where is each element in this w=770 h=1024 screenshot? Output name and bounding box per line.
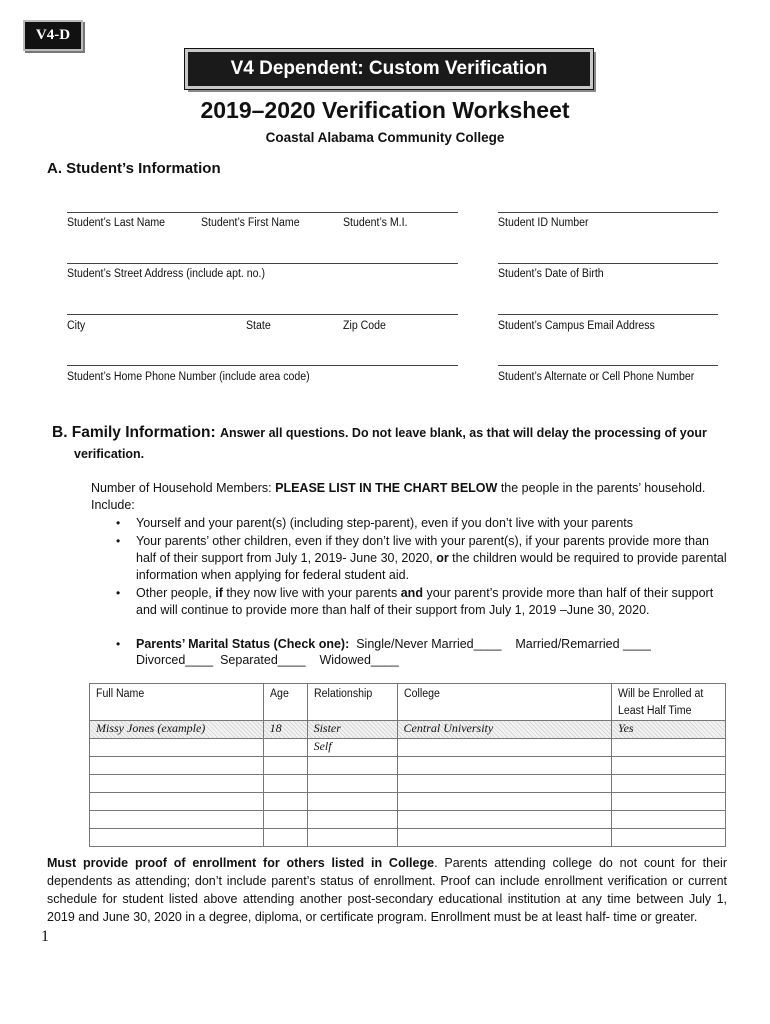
household-table	[89, 683, 726, 847]
table-cell[interactable]	[397, 793, 611, 811]
table-cell[interactable]	[307, 811, 397, 829]
table-cell[interactable]	[612, 829, 726, 847]
zip-label: Zip Code	[343, 320, 386, 332]
table-header-cell	[90, 684, 264, 721]
institution-name: Coastal Alabama Community College	[265, 130, 505, 145]
home-phone-line[interactable]	[67, 365, 458, 366]
example-name: Missy Jones (example)	[90, 721, 264, 739]
section-a-heading: A. Student’s Information	[47, 160, 221, 177]
home-phone-label: Student’s Home Phone Number (include area code)	[67, 371, 310, 383]
table-cell[interactable]	[90, 793, 264, 811]
bullet-2-line3: information when applying for federal student aid.	[136, 568, 410, 582]
header-enrolled-line2: Least Half Time	[618, 705, 692, 717]
bullet-2-text-end: the children would be required to provide parental	[448, 551, 727, 565]
marital-option-married[interactable]: Married/Remarried ____	[515, 637, 651, 651]
dob-label: Student’s Date of Birth	[498, 268, 604, 280]
table-row	[90, 739, 726, 757]
bullet-marker: •	[116, 534, 121, 548]
marital-status-line1	[136, 636, 651, 654]
marital-option-widowed[interactable]: Widowed____	[319, 653, 399, 667]
page-title: 2019–2020 Verification Worksheet	[200, 97, 570, 123]
section-b-title: B. Family Information:	[52, 424, 216, 441]
header-full-name: Full Name	[96, 688, 145, 700]
email-label: Student’s Campus Email Address	[498, 320, 655, 332]
marital-option-divorced[interactable]: Divorced____	[136, 653, 214, 667]
page-number: 1	[41, 928, 49, 945]
table-cell[interactable]	[90, 829, 264, 847]
example-enrolled: Yes	[612, 721, 726, 739]
example-college: Central University	[397, 721, 611, 739]
bullet-3-text-end: your parent’s provide more than half of their support	[422, 586, 714, 600]
name-line[interactable]	[67, 212, 458, 213]
first-name-label: Student’s First Name	[201, 217, 300, 229]
household-emphasis: PLEASE LIST IN THE CHART BELOW	[275, 481, 498, 495]
table-cell[interactable]	[307, 757, 397, 775]
table-row	[90, 811, 726, 829]
table-cell[interactable]	[612, 775, 726, 793]
student-id-label: Student ID Number	[498, 217, 589, 229]
table-header-cell	[612, 684, 726, 721]
table-cell[interactable]	[612, 757, 726, 775]
bullet-3-line2: and will continue to provide more than half of their support from July 1, 2019 –June 30, 2020.	[136, 603, 650, 617]
table-header-row	[90, 684, 726, 721]
alt-phone-line[interactable]	[498, 365, 718, 366]
table-cell[interactable]	[90, 757, 264, 775]
section-b-note: Answer all questions. Do not leave blank, as that will delay the processing of your	[219, 426, 707, 440]
city-state-zip-line[interactable]	[67, 314, 458, 315]
table-cell[interactable]	[263, 793, 307, 811]
bullet-3-line1	[136, 585, 713, 603]
table-cell[interactable]	[397, 829, 611, 847]
household-text: Number of Household Members:	[91, 481, 276, 495]
table-cell[interactable]	[397, 775, 611, 793]
bullet-2-emphasis: or	[436, 551, 449, 565]
header-age: Age	[269, 688, 289, 700]
table-cell[interactable]	[90, 739, 264, 757]
table-cell[interactable]	[263, 757, 307, 775]
table-cell[interactable]	[612, 793, 726, 811]
table-header-cell	[397, 684, 611, 721]
dob-line[interactable]	[498, 263, 718, 264]
last-name-label: Student’s Last Name	[67, 217, 166, 229]
example-relationship: Sister	[307, 721, 397, 739]
bullet-3-emphasis-if: if	[215, 586, 223, 600]
table-cell[interactable]	[90, 775, 264, 793]
city-label: City	[67, 320, 86, 332]
header-relationship: Relationship	[313, 688, 372, 700]
section-b-note-cont: verification.	[74, 447, 145, 461]
enrollment-proof-emphasis: Must provide proof of enrollment for others listed in College	[47, 856, 435, 870]
table-cell[interactable]	[263, 775, 307, 793]
bullet-marker: •	[116, 586, 121, 600]
example-age: 18	[263, 721, 307, 739]
self-relationship: Self	[307, 739, 397, 757]
marital-option-separated[interactable]: Separated____	[220, 653, 306, 667]
enrollment-proof-paragraph	[47, 854, 727, 926]
table-cell[interactable]	[90, 811, 264, 829]
form-code-tag: V4-D	[23, 20, 83, 51]
table-cell[interactable]	[397, 757, 611, 775]
middle-initial-label: Student’s M.I.	[343, 217, 408, 229]
marital-status-line2	[136, 652, 399, 670]
table-cell[interactable]	[263, 811, 307, 829]
state-label: State	[246, 320, 271, 332]
street-address-label: Student’s Street Address (include apt. no.)	[67, 268, 266, 280]
bullet-3-text-mid: they now live with your parents	[222, 586, 401, 600]
banner-title: V4 Dependent: Custom Verification	[185, 49, 593, 89]
street-address-line[interactable]	[67, 263, 458, 264]
student-id-line[interactable]	[498, 212, 718, 213]
include-label: Include:	[91, 498, 135, 512]
table-row	[90, 775, 726, 793]
table-header-cell	[307, 684, 397, 721]
table-cell[interactable]	[307, 829, 397, 847]
bullet-1: Yourself and your parent(s) (including step-parent), even if you don’t live with your parents	[136, 516, 634, 530]
table-cell[interactable]	[307, 793, 397, 811]
table-cell[interactable]	[263, 739, 307, 757]
table-row-example	[90, 721, 726, 739]
table-cell[interactable]	[263, 829, 307, 847]
table-row	[90, 793, 726, 811]
marital-status-label: Parents’ Marital Status (Check one):	[136, 637, 350, 651]
bullet-2-line1: Your parents’ other children, even if they don’t live with your parent(s), if your parents provide more than	[136, 534, 709, 548]
bullet-2-text: half of their support from July 1, 2019- June 30, 2020,	[136, 551, 437, 565]
section-b-heading	[52, 424, 707, 442]
bullet-3-emphasis-and: and	[400, 586, 423, 600]
table-cell[interactable]	[612, 811, 726, 829]
table-header-cell	[263, 684, 307, 721]
household-text-end: the people in the parents’ household.	[497, 481, 706, 495]
enrollment-proof-text: . Parents attending college do not count for their dependents as attending; don’t include parent’s status of enrollment. Proof can include enrollment verification or current schedule for student listed above attending another post-secondary educational institution at any time between July 1, 2019 and June 30, 2020 in a degree, diploma, or certificate program. Enrollment must be at least half- time or greater.	[47, 856, 727, 924]
table-cell[interactable]	[307, 775, 397, 793]
email-line[interactable]	[498, 314, 718, 315]
table-cell[interactable]	[397, 739, 611, 757]
header-enrolled-line1: Will be Enrolled at	[618, 688, 704, 700]
bullet-2-line2	[136, 550, 727, 568]
table-row	[90, 829, 726, 847]
bullet-3-text: Other people,	[136, 586, 216, 600]
alt-phone-label: Student’s Alternate or Cell Phone Number	[498, 371, 695, 383]
marital-option-single[interactable]: Single/Never Married____	[356, 637, 502, 651]
bullet-marker: •	[116, 516, 121, 530]
table-cell[interactable]	[397, 811, 611, 829]
table-cell[interactable]	[612, 739, 726, 757]
table-row	[90, 757, 726, 775]
bullet-marker: •	[116, 637, 121, 651]
header-college: College	[403, 688, 440, 700]
household-paragraph	[91, 480, 731, 498]
